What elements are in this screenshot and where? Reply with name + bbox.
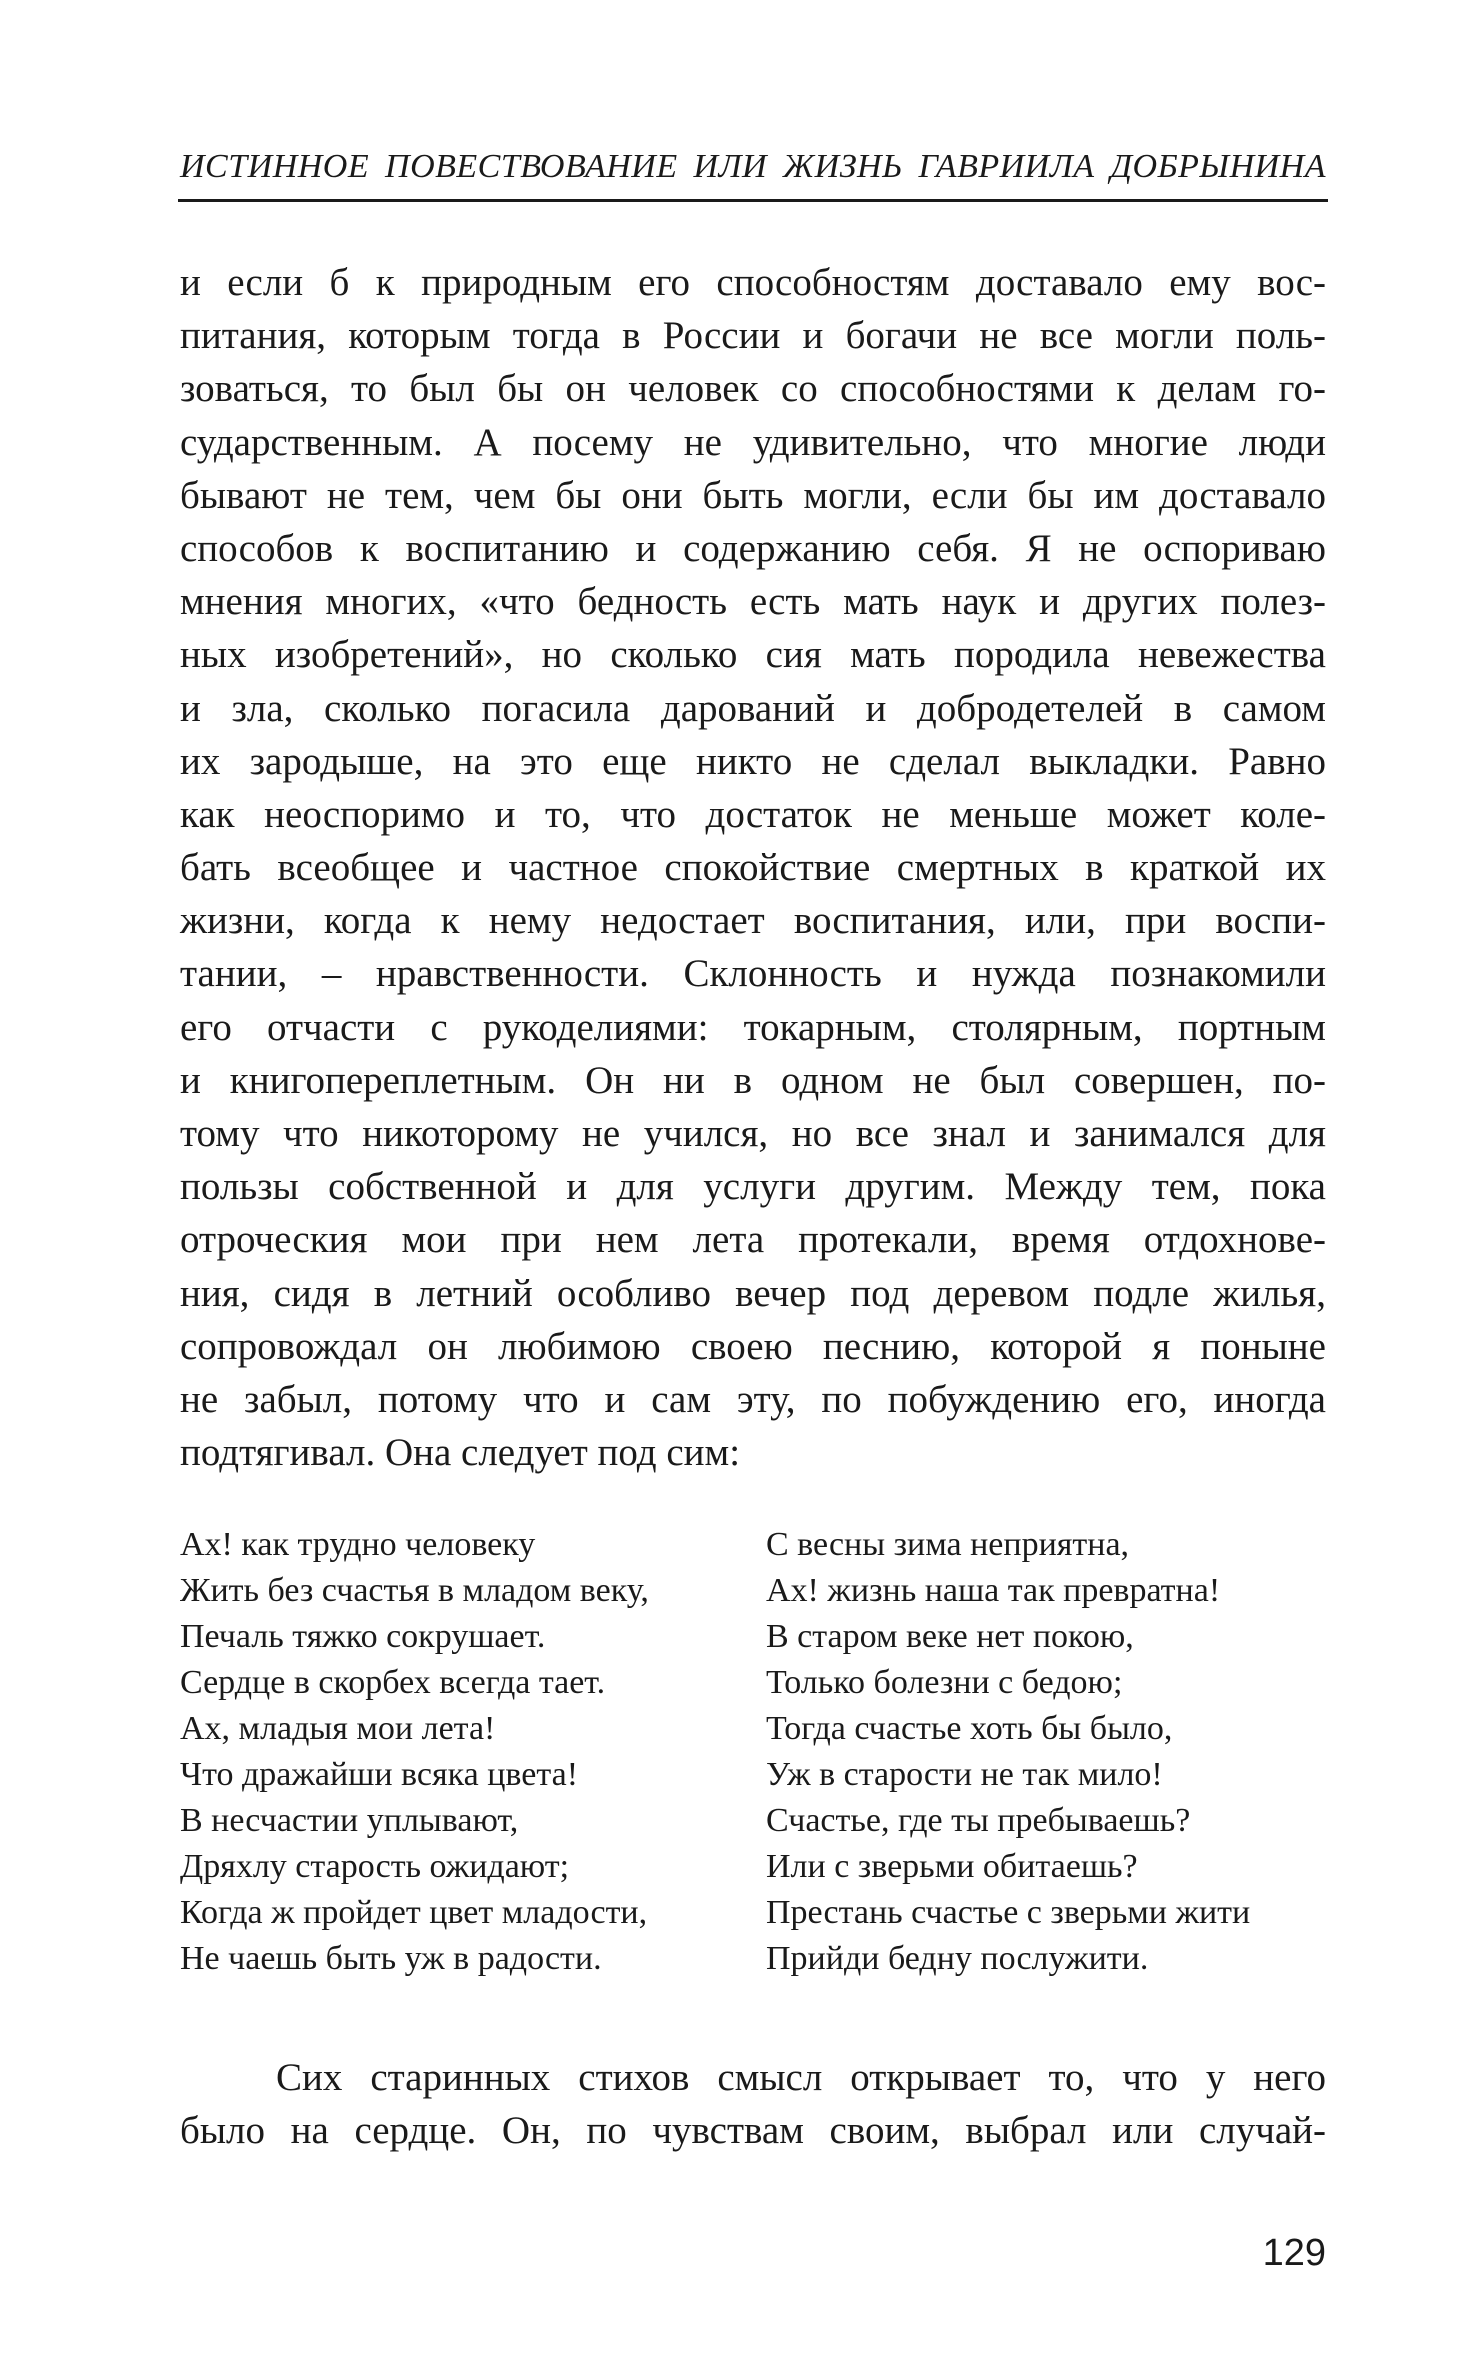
text-line: тании, – нравственности. Склонность и нужда познакомили <box>180 952 1326 996</box>
verse-line: В несчастии уплывают, <box>180 1802 519 1839</box>
verse-line: Ах! жизнь наша так превратна! <box>766 1572 1221 1609</box>
text-line: ных изобретений», но сколько сия мать породила невежества <box>180 633 1326 677</box>
verse-line: Жить без счастья в младом веку, <box>180 1572 649 1609</box>
verse-line: Что дражайши всяка цвета! <box>180 1756 579 1793</box>
verse-line: Печаль тяжко сокрушает. <box>180 1618 546 1655</box>
text-line: отроческия мои при нем лета протекали, время отдохнове- <box>180 1218 1326 1262</box>
text-line: ния, сидя в летний особливо вечер под деревом подле жилья, <box>180 1271 1326 1315</box>
text-line: и если б к природным его способностям доставало ему вос- <box>180 261 1326 304</box>
text-line: бывают не тем, чем бы они быть могли, если бы им доставало <box>180 473 1326 517</box>
text-line: способов к воспитанию и содержанию себя. Я не оспориваю <box>180 526 1326 570</box>
text-line: подтягивал. Она следует под сим: <box>180 1431 741 1475</box>
verse-line: Уж в старости не так мило! <box>766 1756 1163 1793</box>
text-line: тому что никоторому не учился, но все знал и занимался для <box>180 1112 1326 1155</box>
verse-line: Ах, младыя мои лета! <box>180 1710 496 1747</box>
text-line: и книгопереплетным. Он ни в одном не был совершен, по- <box>180 1058 1326 1102</box>
header-rule <box>178 199 1328 202</box>
text-line: не забыл, потому что и сам эту, по побуждению его, иногда <box>180 1377 1326 1421</box>
text-line: бать всеобщее и частное спокойствие смертных в краткой их <box>180 846 1326 890</box>
verse-line: Престань счастье с зверьми жити <box>766 1894 1251 1931</box>
verse-line: Прийди бедну послужити. <box>766 1940 1149 1977</box>
text-line: и зла, сколько погасила дарований и добродетелей в самом <box>180 686 1326 730</box>
verse-line: Дряхлу старость ожидают; <box>180 1848 570 1885</box>
text-line: жизни, когда к нему недостает воспитания, или, при воспи- <box>180 899 1326 943</box>
verse-line: В старом веке нет покою, <box>766 1618 1134 1655</box>
text-line: сударственным. А посему не удивительно, что многие люди <box>180 420 1326 464</box>
running-head: ИСТИННОЕ ПОВЕСТВОВАНИЕ ИЛИ ЖИЗНЬ ГАВРИИЛА ДОБРЫНИНА <box>180 148 1326 185</box>
poem-right-column <box>766 1522 1326 1982</box>
verse-line: Тогда счастье хоть бы было, <box>766 1710 1173 1747</box>
paragraph-first-line: Сих старинных стихов смысл открывает то, что у него <box>276 2056 1326 2099</box>
verse-line: Когда ж пройдет цвет младости, <box>180 1894 648 1931</box>
page-number: 129 <box>1262 2232 1326 2274</box>
text-line: его отчасти с рукоделиями: токарным, столярным, портным <box>180 1005 1326 1049</box>
verse-line: Не чаешь быть уж в радости. <box>180 1940 602 1977</box>
text-line: было на сердце. Он, по чувствам своим, выбрал или случай- <box>180 2109 1326 2153</box>
verse-line: Ах! как трудно человеку <box>180 1526 536 1563</box>
main-text <box>180 256 1326 1479</box>
verse-line: Или с зверьми обитаешь? <box>766 1848 1138 1885</box>
verse-line: Сердце в скорбех всегда тает. <box>180 1664 606 1701</box>
after-poem-text <box>180 2051 1326 2157</box>
text-line: пользы собственной и для услуги другим. Между тем, пока <box>180 1165 1326 1209</box>
text-line: мнения многих, «что бедность есть мать наук и других полез- <box>180 580 1326 624</box>
text-line: зоваться, то был бы он человек со способностями к делам го- <box>180 367 1326 411</box>
text-line: как неоспоримо и то, что достаток не меньше может коле- <box>180 792 1326 836</box>
poem-left-column <box>180 1522 740 1982</box>
text-line: их зародыше, на это еще никто не сделал выкладки. Равно <box>180 739 1326 783</box>
verse-line: С весны зима неприятна, <box>766 1526 1130 1563</box>
verse-line: Только болезни с бедою; <box>766 1664 1123 1701</box>
verse-line: Счастье, где ты пребываешь? <box>766 1802 1191 1839</box>
text-line: сопровождал он любимою своею песнию, которой я поныне <box>180 1324 1326 1368</box>
text-line: питания, которым тогда в России и богачи не все могли поль- <box>180 314 1326 358</box>
